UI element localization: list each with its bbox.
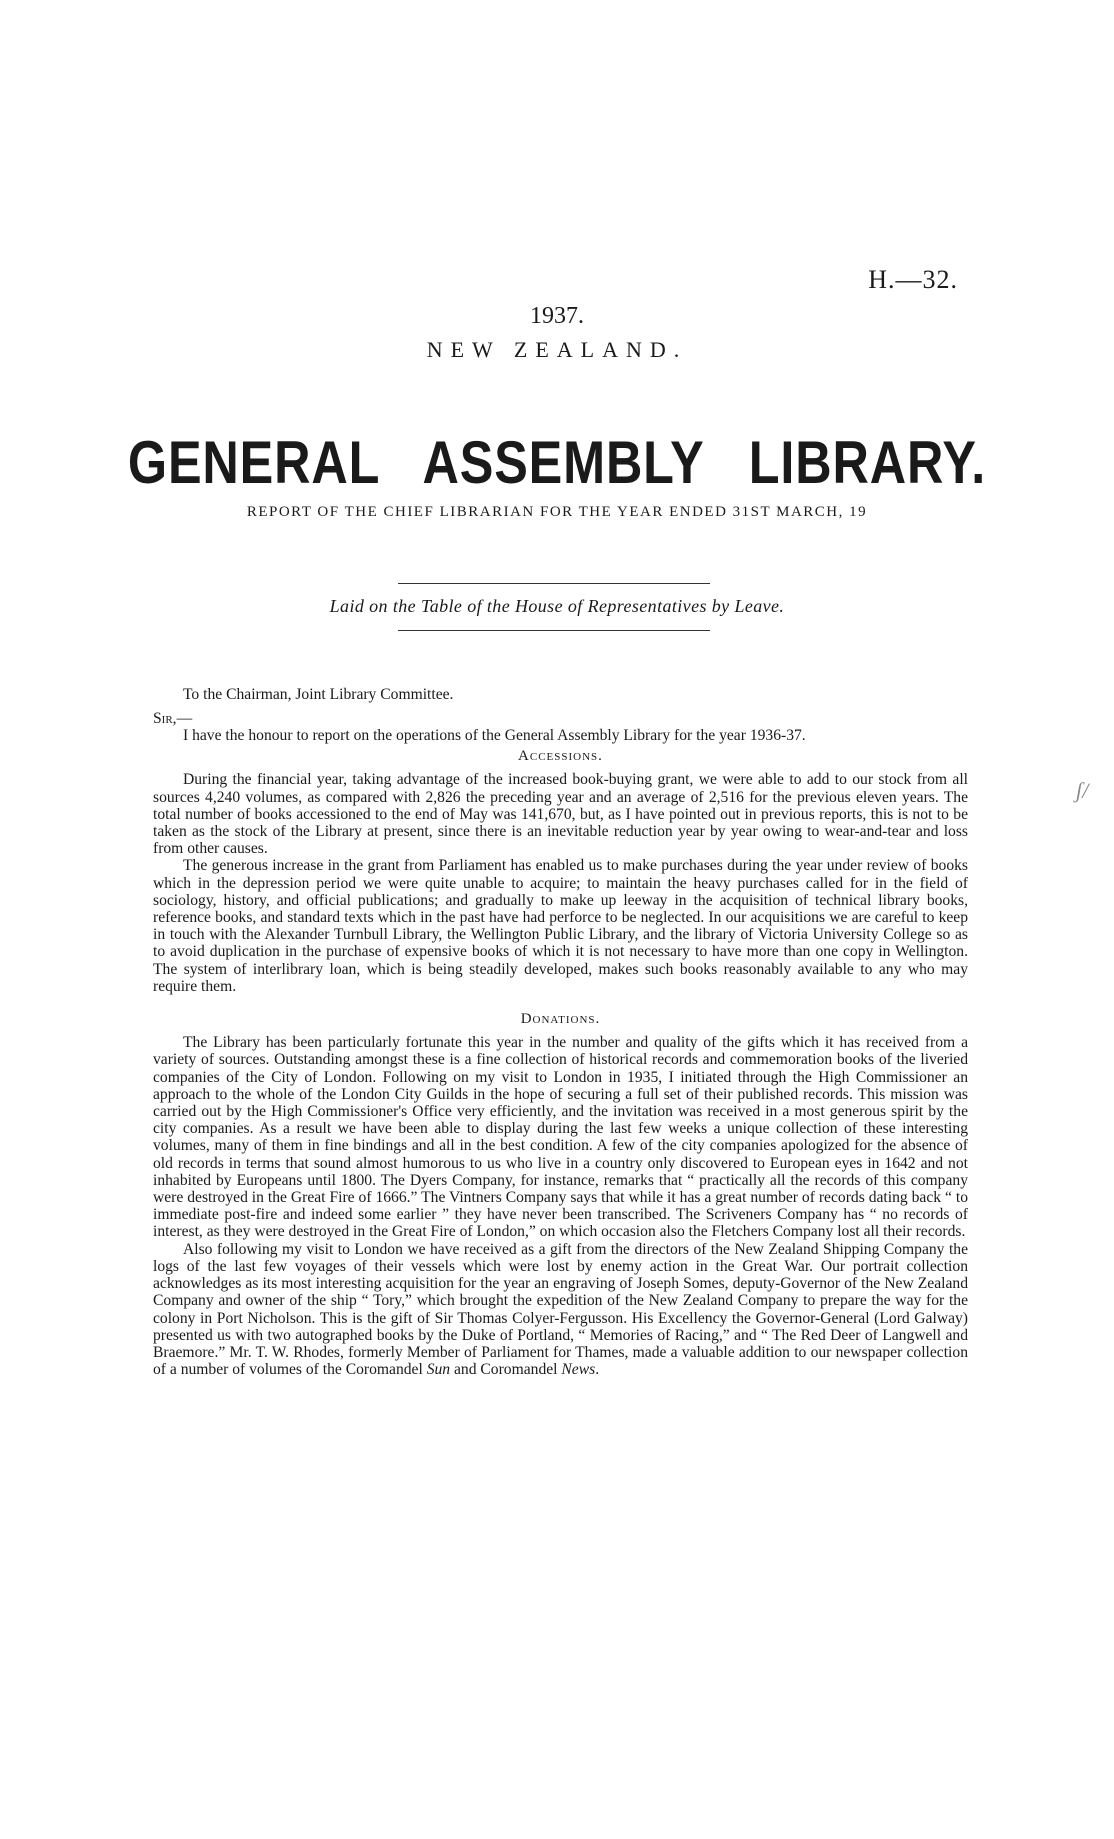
top-rule [398, 583, 710, 584]
bottom-rule [398, 630, 710, 631]
donations-paragraph-2-end: . [595, 1361, 600, 1379]
document-country: NEW ZEALAND. [426, 337, 688, 362]
report-body [153, 727, 968, 1378]
letter-salutation: Sir,— [153, 710, 193, 727]
accessions-heading: Accessions. [518, 748, 603, 765]
laid-on-table-note: Laid on the Table of the House of Representatives by Leave. [329, 596, 785, 616]
accessions-paragraph-1: During the financial year, taking advantage of the increased book-buying grant, we were able to add to our stock from all sources 4,240 volumes, as compared with 2,826 the preceding year and an average of 2,516 for the previous eleven years. The total number of books accessioned to the end of May was 141,670, but, as I have pointed out in previous reports, this is not to be taken as the stock of the Library at present, since there is an inevitable reduction year by year owing to wear-and-tear and loss from other causes. [153, 771, 968, 858]
margin-handwritten-mark: ʃ/ [1076, 778, 1089, 803]
newspaper-title-sun: Sun [426, 1361, 451, 1379]
document-year: 1937. [530, 303, 584, 329]
donations-paragraph-2-text: Also following my visit to London we have received as a gift from the directors of the New Zealand Shipping Company the logs of the last few voyages of their vessels which were lost by enemy action in the Great War. Our portrait collection acknowledges as its most interesting acquisition for the year an engraving of Joseph Somes, deputy-Governor of the New Zealand Company and owner of the ship “ Tory,” which brought the expedition of the New Zealand Company to prepare the way for the colony in Port Nicholson. This is the gift of Sir Thomas Colyer-Fergusson. His Excellency the Governor-General (Lord Galway) presented us with two autographed books by the Duke of Portland, “ Memories of Racing,” and “ The Red Deer of Langwell and Braemore.” Mr. T. W. Rhodes, formerly Member of Parliament for Thames, made a valuable addition to our newspaper collection of a number of volumes of the Coromandel [153, 1240, 968, 1379]
donations-paragraph-2-and: and Coromandel [450, 1361, 562, 1379]
donations-heading: Donations. [520, 1011, 601, 1028]
document-title: GENERAL ASSEMBLY LIBRARY. [127, 429, 987, 496]
letter-addressee: To the Chairman, Joint Library Committee. [183, 686, 454, 703]
document-subtitle: REPORT OF THE CHIEF LIBRARIAN FOR THE YEAR ENDED 31ST MARCH, 19 [246, 504, 868, 520]
intro-paragraph: I have the honour to report on the operations of the General Assembly Library for the year 1936-37. [183, 727, 806, 744]
document-reference: H.—32. [868, 265, 958, 294]
donations-paragraph-2 [153, 1241, 968, 1379]
accessions-paragraph-2: The generous increase in the grant from Parliament has enabled us to make purchases during the year under review of books which in the depression period we were quite unable to acquire; to maintain the heavy purchases called for in the field of sociology, history, and official publications; and gradually to make up leeway in the acquisition of technical library books, reference books, and standard texts which in the past have had perforce to be neglected. In our acquisitions we are careful to keep in touch with the Alexander Turnbull Library, the Wellington Public Library, and the library of Victoria University College so as to avoid duplication in the purchase of expensive books of which it is not necessary to have more than one copy in Wellington. The system of interlibrary loan, which is being steadily developed, makes such books reasonably available to any who may require them. [153, 857, 968, 995]
donations-paragraph-1: The Library has been particularly fortunate this year in the number and quality of the gifts which it has received from a variety of sources. Outstanding amongst these is a fine collection of historical records and commemoration books of the liveried companies of the City of London. Following on my visit to London in 1935, I initiated through the High Commissioner an approach to the whole of the London City Guilds in the hope of securing a full set of their published records. This mission was carried out by the High Commissioner's Office very efficiently, and the invitation was received in a most generous spirit by the city companies. As a result we have been able to display during the last few weeks a unique collection of these interesting volumes, many of them in fine bindings and all in the best condition. A few of the city companies apologized for the absence of old records in terms that sound almost humorous to us who live in a country only discovered to European eyes in 1642 and not inhabited by Europeans until 1800. The Dyers Company, for instance, remarks that “ practically all the records of this company were destroyed in the Great Fire of 1666.” The Vintners Company says that while it has a great number of records dating back “ to immediate post-fire and indeed some earlier ” they have never been transcribed. The Scriveners Company has “ no records of interest, as they were destroyed in the Great Fire of London,” on which occasion also the Fletchers Company lost all their records. [153, 1034, 968, 1241]
newspaper-title-news: News [561, 1361, 596, 1379]
